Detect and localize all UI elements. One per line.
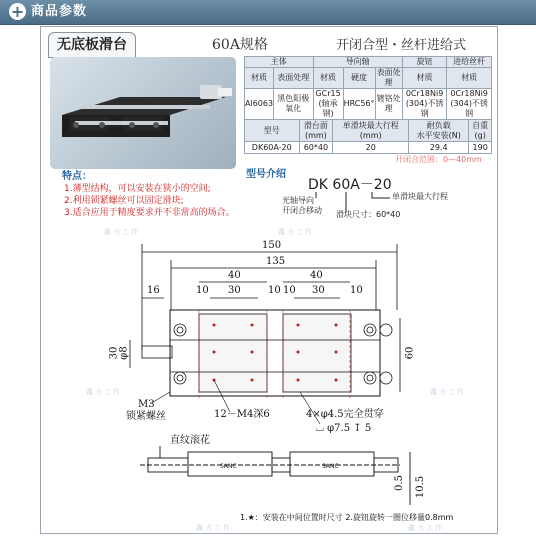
- model-header: 单滑块最大行程 (mm): [333, 120, 409, 142]
- model-intro-title: 型号介绍: [246, 169, 286, 180]
- dim-30: 30: [312, 285, 325, 296]
- spec-cell: 镀铬处理: [375, 89, 402, 120]
- dim-135: 135: [266, 256, 286, 267]
- model-header: 自重 (g): [469, 120, 492, 142]
- watermark: 鑫力工作: [196, 524, 232, 532]
- sub-header: 材质: [447, 68, 492, 89]
- brand-mark: SANC: [322, 463, 339, 470]
- watermark: 鑫力工作: [86, 388, 122, 396]
- model-cell: 20: [333, 142, 409, 154]
- dim-30: 30: [228, 285, 241, 296]
- plus-icon: +: [10, 2, 25, 21]
- group-shaft: 导向轴: [313, 57, 402, 68]
- group-screw: 进给丝杆: [447, 57, 492, 68]
- model-heading: 60A规格: [212, 37, 268, 53]
- features-title: 特点：: [62, 171, 92, 182]
- model-cell: 29.4: [409, 142, 469, 154]
- model-code: DK 60A－20: [308, 177, 392, 193]
- feature-item: 1.薄型结构，可以安装在狭小的空间;: [64, 184, 211, 194]
- model-label-size: 滑块尺寸：60*40: [336, 210, 401, 219]
- group-knob: 旋钮: [402, 57, 447, 68]
- sub-header: 硬度: [343, 68, 375, 89]
- feature-item: 2.利用锁紧螺丝可以固定滑块;: [64, 196, 184, 206]
- watermark: 鑫力工作: [104, 228, 140, 236]
- model-cell: 190: [469, 142, 492, 154]
- spec-cell: 黑色阳极氧化: [274, 89, 313, 120]
- range-note: 开闭合范围：0—40mm: [395, 155, 482, 164]
- watermark: 鑫力工作: [430, 388, 466, 396]
- dim-10: 10: [196, 285, 209, 296]
- sub-header: 材质: [402, 68, 447, 89]
- footer-note: 1.★：安装在中间位置时尺寸 2.旋钮旋转一圈位移量0.8mm: [240, 513, 454, 522]
- dim-0-5: 0.5: [393, 475, 405, 491]
- dim-16: 16: [147, 285, 160, 296]
- model-header: 滑台面 (mm): [299, 120, 333, 142]
- label-holes: 4×φ4.5完全贯穿: [306, 409, 384, 420]
- model-label-stroke: 单滑块最大行程: [392, 192, 448, 201]
- watermark: 鑫力工作: [278, 228, 314, 236]
- brand-mark: SANC: [220, 463, 237, 470]
- label-m4: 12－M4深6: [214, 409, 270, 420]
- label-m3: M3: [138, 399, 155, 410]
- section-title: 商品参数: [31, 4, 88, 19]
- spec-cell: GCr15 (轴承钢): [313, 89, 343, 120]
- dim-40-right: 40: [310, 270, 323, 281]
- model-header: 型号: [245, 120, 300, 142]
- label-lock-screw: 锁紧螺丝: [126, 411, 166, 422]
- product-title: 无底板滑台: [48, 32, 136, 58]
- dim-30-side: 30: [108, 346, 120, 360]
- model-header: 耐负载 水平安装(N): [409, 120, 469, 142]
- sub-header: 表面处理: [274, 68, 313, 89]
- type-heading: 开闭合型・丝杆进给式: [336, 38, 467, 53]
- dim-60: 60: [404, 346, 416, 360]
- spec-cell: HRC56°: [343, 89, 375, 120]
- label-knurl: 直纹滚花: [170, 435, 210, 446]
- spec-cell: 0Cr18Ni9 (304)不锈钢: [447, 89, 492, 120]
- feature-item: 3.适合应用于精度要求并不非常高的场合。: [64, 208, 235, 218]
- dim-10: 10: [268, 285, 281, 296]
- group-body: 主体: [245, 57, 314, 68]
- spec-cell: 0Cr18Ni9 (304)不锈钢: [402, 89, 447, 120]
- dim-10-5: 10.5: [415, 475, 427, 499]
- sub-header: 材质: [245, 68, 274, 89]
- spec-cell: Al6063: [245, 89, 274, 120]
- dim-10: 10: [350, 285, 363, 296]
- watermark: 鑫力工作: [408, 524, 444, 532]
- model-cell: 60*40: [299, 142, 333, 154]
- dim-phi8: φ8: [118, 346, 130, 360]
- sub-header: 材质: [313, 68, 343, 89]
- model-cell: DK60A-20: [245, 142, 300, 154]
- label-counterbore: ⌴ φ7.5 ↧ 5: [316, 423, 372, 434]
- dim-150: 150: [262, 240, 282, 251]
- sub-header: 表面处理: [376, 68, 401, 87]
- dim-10: 10: [283, 285, 296, 296]
- dim-40-left: 40: [228, 270, 241, 281]
- model-label-guide: 光轴导向 开闭合移动: [282, 196, 322, 215]
